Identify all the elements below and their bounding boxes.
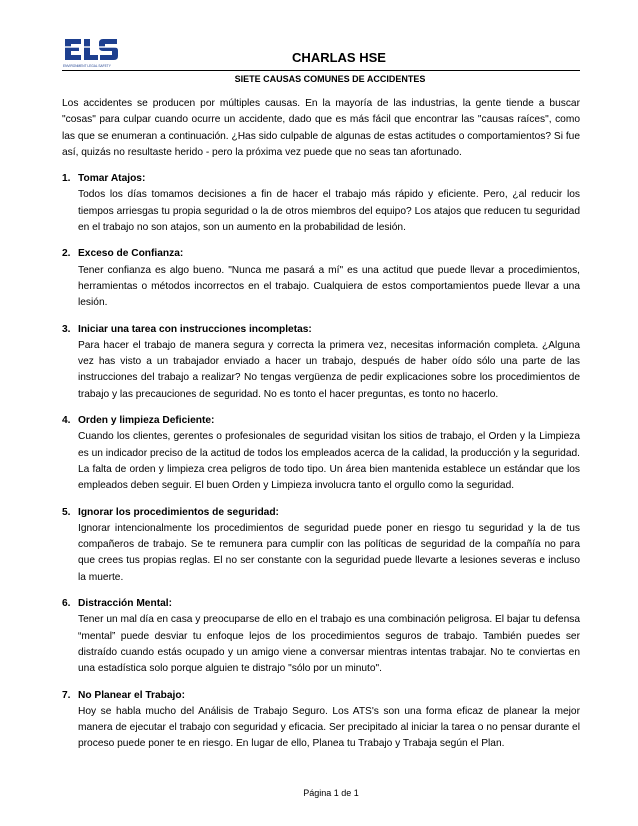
item-number: 4. <box>62 415 71 427</box>
document-title: CHARLAS HSE <box>292 50 386 65</box>
item-text: Cuando los clientes, gerentes o profesionales de seguridad visitan los sitios de trabajo, el Orden y la Limpieza es un indicador preciso de la actitud de todos los empleados acerca de la calidad, la producción y la seguridad. La falta de orden y limpieza crea peligros de todo tipo. Un área bien mantenida establece un estándar que los empleados deben seguir. El buen Orden y Limpieza involucra tanto el orgullo como la seguridad. <box>78 431 580 492</box>
item-heading: Tomar Atajos: <box>78 173 146 185</box>
item-text: Tener un mal día en casa y preocuparse de ello en el trabajo es una combinación peligrosa. El bajar tu defensa “mental” puede desviar tu enfoque lejos de los procedimientos seguros de trabajo. También puedes ser distraído cuando estás ocupado y un amigo viene a conversar mientras intentas trabajar. No te conviertas en una estadística solo porque alguien te distrajo "sólo por un minuto". <box>78 614 580 675</box>
item-heading: Ignorar los procedimientos de seguridad: <box>78 506 279 518</box>
cause-item <box>62 505 580 586</box>
item-heading: Iniciar una tarea con instrucciones incompletas: <box>78 323 312 335</box>
page-number: Página 1 de 1 <box>303 788 359 798</box>
item-text: Todos los días tomamos decisiones a fin de hacer el trabajo más rápido y eficiente. Pero, ¿al reducir los tiempos arriesgas tu propia seguridad o la de otros miembros del equipo? Los atajos que reducen tu seguridad en el trabajo no son atajos, son un aumento en la probabilidad de lesión. <box>78 189 580 234</box>
item-text: Hoy se habla mucho del Análisis de Trabajo Seguro. Los ATS's son una forma eficaz de planear la mejor manera de ejecutar el trabajo con seguridad y eficacia. Ser precipitado al iniciar la tarea o no pensar durante el proceso puede poner te en riesgo. En lugar de ello, Planea tu Trabajo y Trabaja según el Plan. <box>78 705 580 750</box>
item-number: 2. <box>62 248 71 260</box>
item-text: Ignorar intencionalmente los procedimientos de seguridad puede poner en riesgo tu seguridad y la de tus compañeros de trabajo. Se te remunera para cumplir con las políticas de seguridad de la compañía no para que crees tus propias reglas. El no ser constante con la seguridad puede llevarte a lesiones severas e incluso la muerte. <box>78 522 580 583</box>
cause-item <box>62 171 580 236</box>
intro-paragraph: Los accidentes se producen por múltiples causas. En la mayoría de las industrias, la gente tiende a buscar "cosas" para culpar cuando ocurre un accidente, dado que es más fácil que encontrar las "causas raíces", como las que se enumeran a continuación. ¿Has sido culpable de algunas de estas actitudes o comportamientos? Si fue así, quizás no resultaste herido - pero la próxima vez puede que no seas tan afortunado. <box>62 98 580 158</box>
item-number: 5. <box>62 506 71 518</box>
header-divider <box>62 70 580 71</box>
item-text: Tener confianza es algo bueno. "Nunca me pasará a mí" es una actitud que puede llevar a procedimientos, herramientas o métodos incorrectos en el trabajo. Cualquiera de estos comportamientos puede llevar a una lesión. <box>78 264 580 309</box>
item-number: 3. <box>62 323 71 335</box>
cause-item <box>62 596 580 677</box>
document-subtitle: SIETE CAUSAS COMUNES DE ACCIDENTES <box>234 74 426 84</box>
item-number: 7. <box>62 689 71 701</box>
cause-item <box>62 413 580 494</box>
item-number: 6. <box>62 598 71 610</box>
svg-text:ENVIRONMENT LEGAL SAFETY: ENVIRONMENT LEGAL SAFETY <box>63 64 111 68</box>
cause-item <box>62 688 580 753</box>
cause-item <box>62 322 580 403</box>
item-number: 1. <box>62 173 71 185</box>
item-heading: Orden y limpieza Deficiente: <box>78 415 215 427</box>
item-heading: Exceso de Confianza: <box>78 248 184 260</box>
item-heading: Distracción Mental: <box>78 598 172 610</box>
item-heading: No Planear el Trabajo: <box>78 689 186 701</box>
cause-item <box>62 246 580 311</box>
document-body <box>62 96 580 763</box>
item-text: Para hacer el trabajo de manera segura y correcta la primera vez, necesitas información completa. ¿Alguna vez has visto a un trabajador enviado a hacer un trabajo, después de haber oído sólo una parte de las instrucciones del trabajo a realizar? No tengas vergüenza de pedir explicaciones sobre los procedimientos de trabajo y las precauciones de seguridad. No es tonto el hacer preguntas, es tonto no hacerlo. <box>78 339 580 400</box>
